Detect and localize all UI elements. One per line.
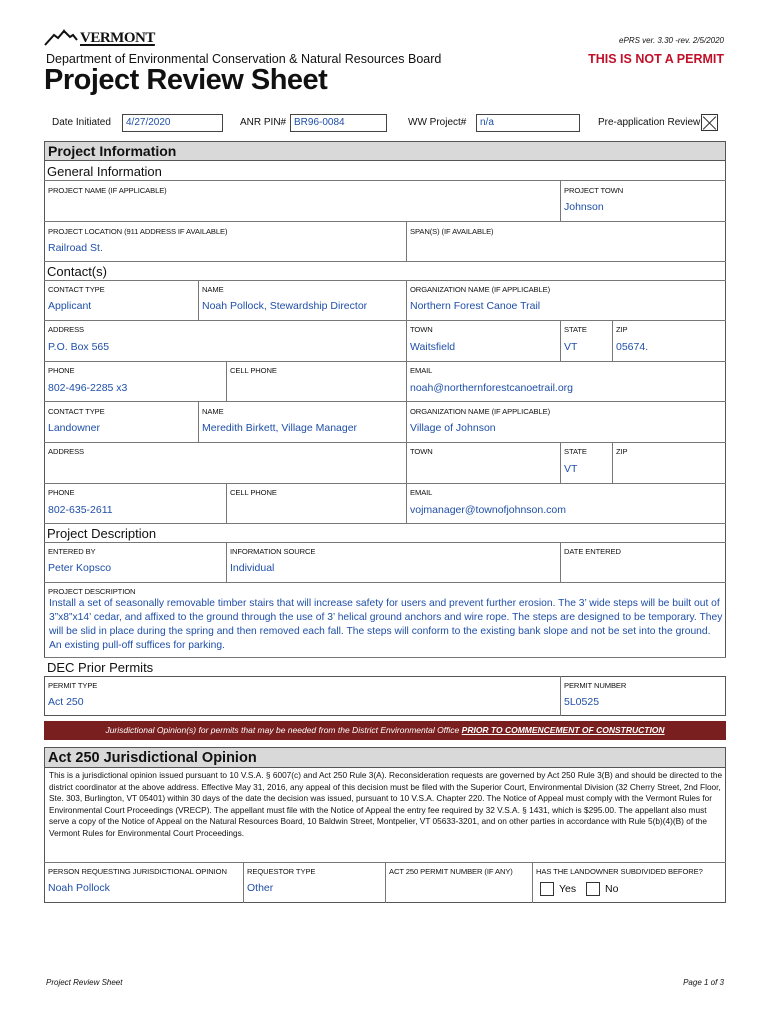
town-field[interactable]: Waitsfield <box>410 341 456 353</box>
page-title: Project Review Sheet <box>44 64 328 96</box>
divider <box>560 320 561 361</box>
contact-name-field[interactable]: Meredith Birkett, Village Manager <box>202 422 358 434</box>
contact-type-field[interactable]: Applicant <box>48 300 92 312</box>
divider <box>198 280 199 320</box>
org-name-label: ORGANIZATION NAME (IF APPLICABLE) <box>410 285 551 294</box>
divider <box>406 361 407 401</box>
general-information-heading: General Information <box>45 163 725 180</box>
divider <box>406 483 407 523</box>
divider <box>226 542 227 582</box>
divider <box>560 542 561 582</box>
project-information-heading: Project Information <box>44 141 726 161</box>
phone-field[interactable]: 802-496-2285 x3 <box>48 382 128 394</box>
divider <box>560 442 561 483</box>
yes-checkbox[interactable] <box>540 882 554 896</box>
information-source-field[interactable]: Individual <box>230 562 275 574</box>
department-name: Department of Environmental Conservation & Natural Resources Board <box>46 52 442 66</box>
banner-text: Jurisdictional Opinion(s) for permits that may be needed from the District Environmental Office <box>105 725 460 735</box>
ww-project-label: WW Project# <box>408 117 467 128</box>
person-requesting-field[interactable]: Noah Pollock <box>48 882 110 894</box>
version-label: ePRS ver. 3.30 -rev. 2/5/2020 <box>619 36 724 45</box>
divider <box>226 361 227 401</box>
date-entered-label: DATE ENTERED <box>564 547 621 556</box>
requestor-type-field[interactable]: Other <box>247 882 274 894</box>
project-description-field[interactable]: Install a set of seasonally removable timber stairs that will increase safety for users and prevent further erosion. The 3’ wide steps will be built out of 3”x8”x14’ cedar, and affixed to the ground through the use of 3’ helical ground anchors and wire rope. The steps are designed to be temporary. They will be slid in place during the spring and then removed each fall. The steps will conform to the existing bank slope and not be set into the ground. An existing pull-off suffices for parking. <box>49 598 723 651</box>
divider <box>44 657 726 658</box>
state-field[interactable]: VT <box>564 341 578 353</box>
act250-opinion-text: This is a jurisdictional opinion issued pursuant to 10 V.S.A. § 6007(c) and Act 250 Rule 3(A). Reconsideration requests are governed by Act 250 Rule 3(B) and should be directed to the district coordinator at the above address. Effective May 31, 2016, any appeal of this decision must be filed with the Superior Court, Environmental Division (32 Cherry Street, 2nd Floor, Ste. 303, Burlington, VT 05401) within 30 days of the date the decision was issued, pursuant to 10 V.S.A. Chapter 220. The Notice of Appeal must comply with the Vermont Rules for Environmental Court Proceedings (VRECP). The appellant must file with the Notice of Appeal the entry fee required by 32 V.S.A. § 1431, which is $295.00. The appellant also must serve a copy of the Notice of Appeal on the Natural Resources Board, 10 Baldwin Street, Montpelier, VT 05633-3201, and on other parties in accordance with Rule 5(b)(4)(B) of the Vermont Rules for Environmental Court Proceedings. <box>49 770 723 838</box>
jurisdictional-banner <box>44 721 726 740</box>
entered-by-label: ENTERED BY <box>48 547 96 556</box>
email-field[interactable]: noah@northernforestcanoetrail.org <box>410 382 574 394</box>
address-label: ADDRESS <box>48 447 85 456</box>
email-field[interactable]: vojmanager@townofjohnson.com <box>410 504 566 516</box>
phone-label: PHONE <box>48 366 75 375</box>
email-label: EMAIL <box>410 488 433 497</box>
town-label: TOWN <box>410 325 433 334</box>
permit-type-field[interactable]: Act 250 <box>48 696 84 708</box>
mountain-logo-icon <box>44 28 78 46</box>
dec-prior-permits-heading: DEC Prior Permits <box>45 659 725 676</box>
anr-pin-field[interactable]: BR96-0084 <box>290 114 387 132</box>
divider <box>198 401 199 442</box>
contact-type-label: CONTACT TYPE <box>48 285 105 294</box>
org-name-field[interactable]: Northern Forest Canoe Trail <box>410 300 541 312</box>
divider <box>44 180 726 181</box>
act250-permit-number-label: ACT 250 PERMIT NUMBER (IF ANY) <box>389 867 513 876</box>
requestor-type-label: REQUESTOR TYPE <box>247 867 316 876</box>
permit-type-label: PERMIT TYPE <box>48 681 98 690</box>
yes-label: Yes <box>559 883 577 895</box>
divider <box>532 862 533 903</box>
state-label: STATE <box>564 447 587 456</box>
permit-number-label: PERMIT NUMBER <box>564 681 627 690</box>
project-location-field[interactable]: Railroad St. <box>48 242 103 254</box>
no-label: No <box>605 883 619 895</box>
divider <box>44 483 726 484</box>
contact-type-label: CONTACT TYPE <box>48 407 105 416</box>
town-label: TOWN <box>410 447 433 456</box>
org-name-label: ORGANIZATION NAME (IF APPLICABLE) <box>410 407 551 416</box>
divider <box>243 862 244 903</box>
logo-text: VERMONT <box>80 30 155 46</box>
zip-field[interactable]: 05674. <box>616 341 649 353</box>
project-town-label: PROJECT TOWN <box>564 186 624 195</box>
project-description-label: PROJECT DESCRIPTION <box>48 587 136 596</box>
divider <box>406 221 407 261</box>
divider <box>44 280 726 281</box>
date-initiated-field[interactable]: 4/27/2020 <box>122 114 223 132</box>
divider <box>560 676 561 716</box>
cell-phone-label: CELL PHONE <box>230 488 277 497</box>
subdivided-label: HAS THE LANDOWNER SUBDIVIDED BEFORE? <box>536 867 703 876</box>
divider <box>44 542 726 543</box>
divider <box>226 483 227 523</box>
divider <box>44 523 726 524</box>
address-field[interactable]: P.O. Box 565 <box>48 341 110 353</box>
preapp-review-label: Pre-application Review <box>598 117 701 128</box>
divider <box>44 261 726 262</box>
state-label: STATE <box>564 325 587 334</box>
divider <box>612 442 613 483</box>
cell-phone-label: CELL PHONE <box>230 366 277 375</box>
divider <box>612 320 613 361</box>
contacts-heading: Contact(s) <box>45 263 725 280</box>
footer-doc-name: Project Review Sheet <box>46 978 123 987</box>
act250-heading: Act 250 Jurisdictional Opinion <box>44 747 726 768</box>
divider <box>44 320 726 321</box>
divider <box>44 221 726 222</box>
contact-name-label: NAME <box>202 285 224 294</box>
footer-page-number: Page 1 of 3 <box>683 978 724 987</box>
phone-label: PHONE <box>48 488 75 497</box>
project-name-label: PROJECT NAME (IF APPLICABLE) <box>48 186 167 195</box>
divider <box>44 582 726 583</box>
zip-label: ZIP <box>616 447 628 456</box>
email-label: EMAIL <box>410 366 433 375</box>
phone-field[interactable]: 802-635-2611 <box>48 504 113 516</box>
org-name-field[interactable]: Village of Johnson <box>410 422 496 434</box>
divider <box>44 401 726 402</box>
project-town-field[interactable]: Johnson <box>564 201 604 213</box>
vermont-logo <box>44 24 155 46</box>
permit-number-field[interactable]: 5L0525 <box>564 696 600 708</box>
address-label: ADDRESS <box>48 325 85 334</box>
not-a-permit-notice: THIS IS NOT A PERMIT <box>588 52 724 66</box>
divider <box>44 361 726 362</box>
project-location-label: PROJECT LOCATION (911 ADDRESS IF AVAILABLE) <box>48 227 228 236</box>
banner-emphasis: PRIOR TO COMMENCEMENT OF CONSTRUCTION <box>461 725 665 735</box>
anr-pin-label: ANR PIN# <box>240 117 287 128</box>
ww-project-field[interactable]: n/a <box>476 114 580 132</box>
divider <box>44 442 726 443</box>
divider <box>560 180 561 221</box>
state-field[interactable]: VT <box>564 463 578 475</box>
divider <box>385 862 386 903</box>
date-initiated-label: Date Initiated <box>52 117 111 128</box>
project-description-heading: Project Description <box>45 525 725 542</box>
preapp-review-checkbox[interactable] <box>701 114 718 131</box>
contact-name-label: NAME <box>202 407 224 416</box>
span-label: SPAN(S) (IF AVAILABLE) <box>410 227 494 236</box>
contact-type-field[interactable]: Landowner <box>48 422 100 434</box>
information-source-label: INFORMATION SOURCE <box>230 547 316 556</box>
person-requesting-label: PERSON REQUESTING JURISDICTIONAL OPINION <box>48 867 227 876</box>
contact-name-field[interactable]: Noah Pollock, Stewardship Director <box>202 300 368 312</box>
no-checkbox[interactable] <box>586 882 600 896</box>
entered-by-field[interactable]: Peter Kopsco <box>48 562 112 574</box>
zip-label: ZIP <box>616 325 628 334</box>
